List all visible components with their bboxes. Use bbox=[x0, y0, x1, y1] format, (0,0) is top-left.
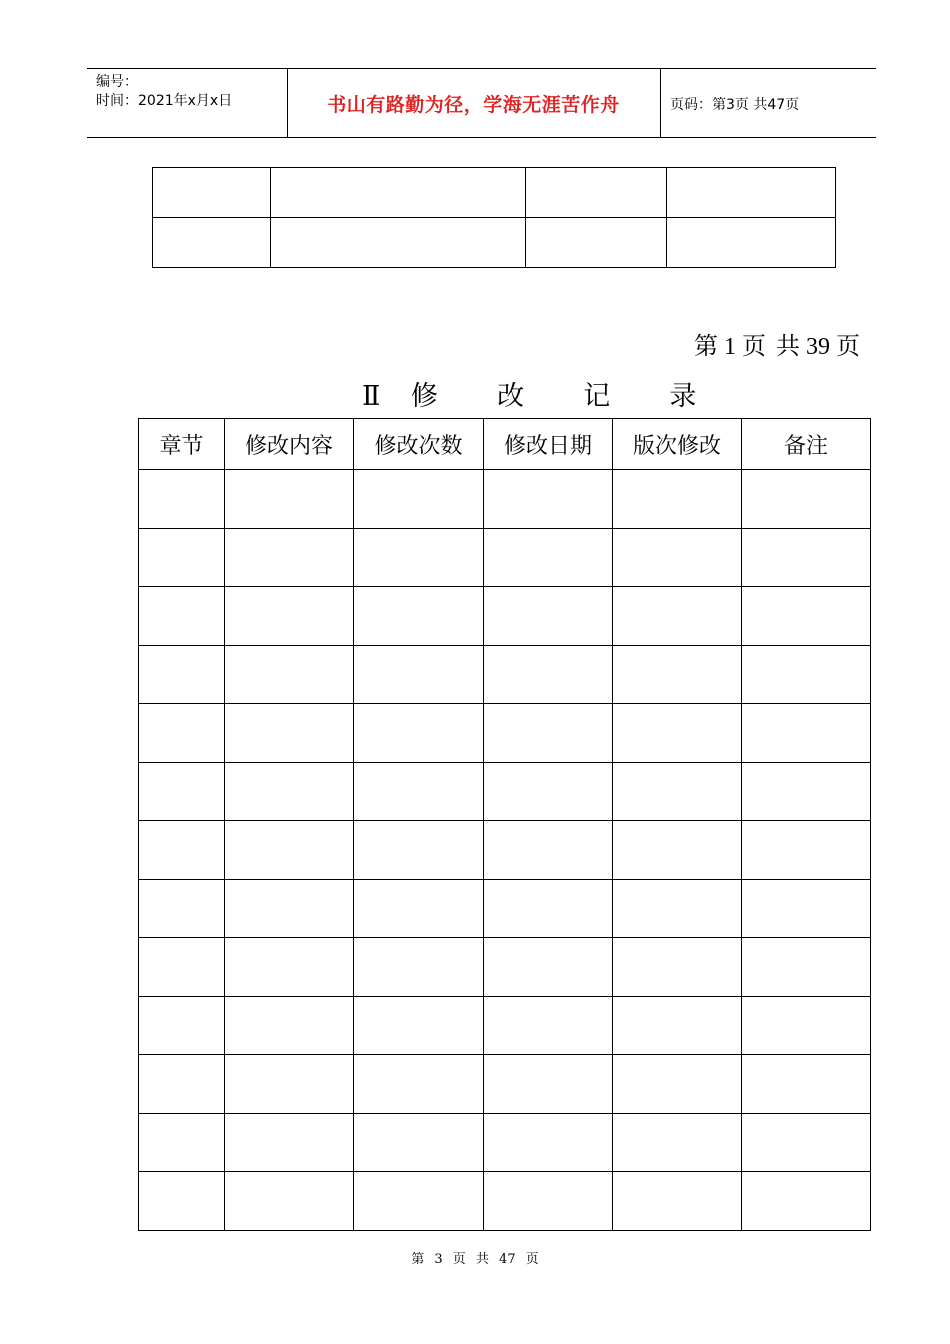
column-header-chapter: 章节 bbox=[139, 419, 225, 470]
table-cell bbox=[225, 938, 354, 997]
table-cell bbox=[613, 996, 742, 1055]
table-cell bbox=[613, 821, 742, 880]
table-cell bbox=[225, 1172, 354, 1231]
table-cell bbox=[613, 938, 742, 997]
table-cell bbox=[613, 587, 742, 646]
table-cell bbox=[613, 1055, 742, 1114]
header-meta bbox=[96, 73, 232, 111]
table-cell bbox=[225, 821, 354, 880]
table-cell bbox=[613, 645, 742, 704]
table-cell bbox=[225, 1113, 354, 1172]
table-cell bbox=[484, 1055, 613, 1114]
revision-table-body bbox=[139, 470, 871, 1231]
column-header-remarks: 备注 bbox=[742, 419, 871, 470]
table-cell bbox=[139, 528, 225, 587]
table-cell bbox=[484, 528, 613, 587]
table-cell bbox=[139, 821, 225, 880]
table-cell bbox=[742, 879, 871, 938]
table-cell bbox=[613, 470, 742, 529]
table-cell bbox=[225, 996, 354, 1055]
table-cell bbox=[484, 704, 613, 763]
table-row bbox=[139, 587, 871, 646]
table-cell bbox=[742, 645, 871, 704]
table-cell bbox=[526, 168, 667, 218]
header-divider bbox=[660, 69, 661, 137]
table-cell bbox=[354, 996, 484, 1055]
table-cell bbox=[225, 1055, 354, 1114]
column-header-date: 修改日期 bbox=[484, 419, 613, 470]
table-cell bbox=[613, 879, 742, 938]
table-cell bbox=[225, 587, 354, 646]
section-title: Ⅱ 修 改 记 录 bbox=[362, 381, 699, 412]
table-cell bbox=[484, 996, 613, 1055]
table-row bbox=[153, 168, 836, 218]
table-cell bbox=[354, 938, 484, 997]
table-cell bbox=[613, 1172, 742, 1231]
table-row bbox=[139, 1055, 871, 1114]
table-cell bbox=[742, 528, 871, 587]
date-label: 时间：2021年x月x日 bbox=[96, 93, 233, 109]
table-cell bbox=[484, 587, 613, 646]
table-cell bbox=[139, 470, 225, 529]
table-cell bbox=[742, 704, 871, 763]
table-cell bbox=[742, 996, 871, 1055]
table-row bbox=[139, 528, 871, 587]
header-page-number: 页码：第3页 共47页 bbox=[670, 97, 800, 113]
table-cell bbox=[153, 218, 271, 268]
table-row bbox=[139, 879, 871, 938]
table-cell bbox=[354, 821, 484, 880]
table-cell bbox=[139, 1113, 225, 1172]
table-cell bbox=[139, 996, 225, 1055]
table-row bbox=[139, 996, 871, 1055]
header-motto: 书山有路勤为径，学海无涯苦作舟 bbox=[327, 93, 620, 116]
table-cell bbox=[354, 879, 484, 938]
table-cell bbox=[667, 168, 836, 218]
table-cell bbox=[139, 587, 225, 646]
column-header-count: 修改次数 bbox=[354, 419, 484, 470]
table-row bbox=[153, 218, 836, 268]
blank-continuation-table bbox=[152, 167, 836, 268]
revision-record-table bbox=[138, 418, 871, 1231]
table-cell bbox=[742, 938, 871, 997]
table-cell bbox=[139, 1172, 225, 1231]
table-header-row bbox=[139, 419, 871, 470]
table-row bbox=[139, 938, 871, 997]
table-cell bbox=[613, 762, 742, 821]
table-cell bbox=[742, 1113, 871, 1172]
table-cell bbox=[354, 470, 484, 529]
inner-page-total: 共 39 页 bbox=[776, 334, 860, 360]
table-cell bbox=[225, 645, 354, 704]
inner-page-number bbox=[690, 326, 860, 361]
table-cell bbox=[613, 704, 742, 763]
table-cell bbox=[354, 645, 484, 704]
inner-page-current: 第 1 页 bbox=[694, 334, 766, 360]
table-row bbox=[139, 470, 871, 529]
table-cell bbox=[484, 762, 613, 821]
table-cell bbox=[484, 1172, 613, 1231]
table-cell bbox=[613, 528, 742, 587]
column-header-version: 版次修改 bbox=[613, 419, 742, 470]
table-cell bbox=[139, 879, 225, 938]
table-row bbox=[139, 821, 871, 880]
table-cell bbox=[354, 1055, 484, 1114]
table-cell bbox=[354, 587, 484, 646]
table-cell bbox=[139, 1055, 225, 1114]
table-cell bbox=[484, 645, 613, 704]
table-row bbox=[139, 645, 871, 704]
table-cell bbox=[271, 168, 526, 218]
table-cell bbox=[354, 1172, 484, 1231]
table-cell bbox=[484, 821, 613, 880]
table-cell bbox=[225, 528, 354, 587]
serial-number-label: 编号： bbox=[96, 74, 138, 90]
table-cell bbox=[139, 645, 225, 704]
table-cell bbox=[484, 1113, 613, 1172]
table-cell bbox=[225, 470, 354, 529]
table-cell bbox=[484, 938, 613, 997]
table-cell bbox=[354, 528, 484, 587]
page-footer: 第 3 页 共 47 页 bbox=[411, 1252, 539, 1267]
table-cell bbox=[742, 821, 871, 880]
table-cell bbox=[742, 1055, 871, 1114]
table-cell bbox=[153, 168, 271, 218]
table-cell bbox=[613, 1113, 742, 1172]
table-cell bbox=[742, 470, 871, 529]
table-cell bbox=[484, 470, 613, 529]
table-cell bbox=[225, 704, 354, 763]
table-row bbox=[139, 762, 871, 821]
table-cell bbox=[271, 218, 526, 268]
table-row bbox=[139, 1172, 871, 1231]
table-cell bbox=[354, 762, 484, 821]
table-cell bbox=[742, 762, 871, 821]
column-header-content: 修改内容 bbox=[225, 419, 354, 470]
table-cell bbox=[354, 704, 484, 763]
table-cell bbox=[526, 218, 667, 268]
table-row bbox=[139, 704, 871, 763]
table-cell bbox=[139, 762, 225, 821]
table-cell bbox=[484, 879, 613, 938]
table-cell bbox=[742, 1172, 871, 1231]
table-cell bbox=[139, 704, 225, 763]
table-cell bbox=[354, 1113, 484, 1172]
table-cell bbox=[225, 879, 354, 938]
table-cell bbox=[742, 587, 871, 646]
table-cell bbox=[667, 218, 836, 268]
table-cell bbox=[225, 762, 354, 821]
table-cell bbox=[139, 938, 225, 997]
table-row bbox=[139, 1113, 871, 1172]
page-header bbox=[87, 68, 876, 138]
